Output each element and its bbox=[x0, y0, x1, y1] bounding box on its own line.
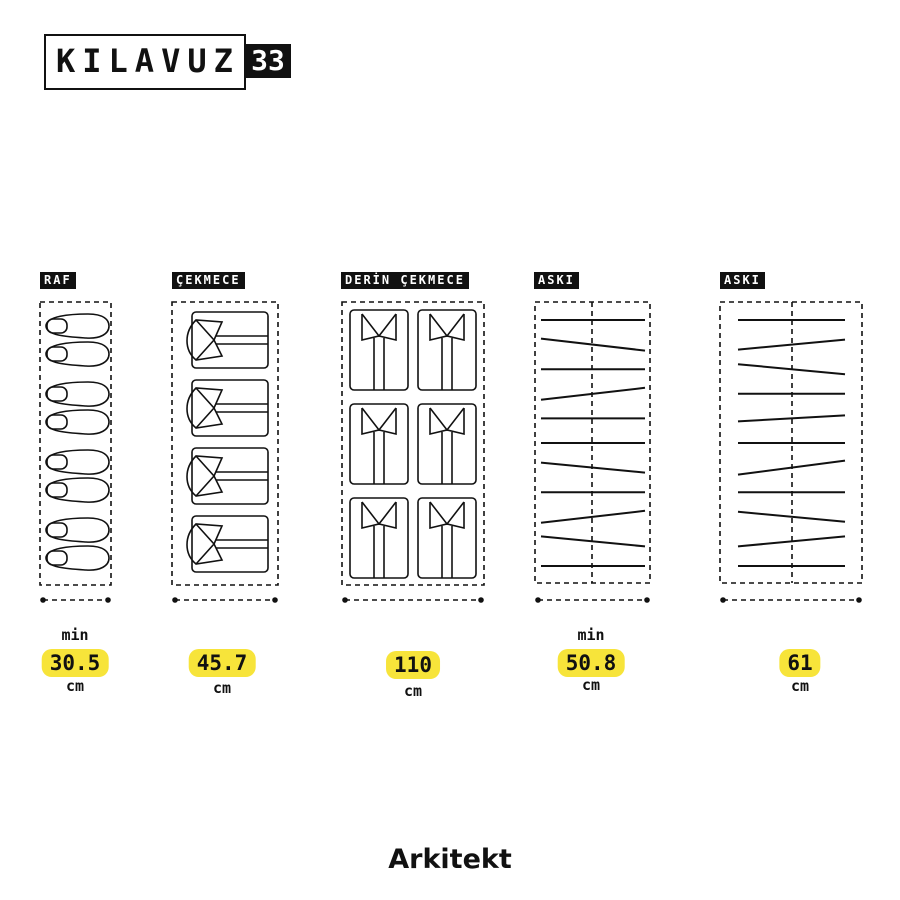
shirt-collar-icon bbox=[430, 314, 464, 336]
dimension-end-dot bbox=[857, 598, 861, 602]
hanger-line bbox=[541, 511, 645, 523]
shirt-collar-icon bbox=[196, 320, 214, 360]
label-raf: RAF bbox=[40, 272, 76, 289]
label-aski-1: ASKI bbox=[534, 272, 579, 289]
unit-aski-1: cm bbox=[581, 676, 601, 694]
folded-shirt-icon bbox=[350, 498, 408, 578]
unit-raf: cm bbox=[65, 677, 85, 695]
shirt-collar-icon bbox=[196, 524, 214, 564]
shoe-icon bbox=[46, 382, 109, 406]
folded-shirt-icon bbox=[418, 498, 476, 578]
shoe-icon bbox=[46, 478, 109, 502]
shirt-collar-icon bbox=[430, 502, 464, 524]
shoe-heel-icon bbox=[47, 551, 67, 565]
dimension-end-dot bbox=[343, 598, 347, 602]
shoe-icon bbox=[46, 410, 109, 434]
shoe-icon bbox=[46, 450, 109, 474]
value-aski-2: 61 bbox=[779, 649, 820, 677]
dimension-end-dot bbox=[273, 598, 277, 602]
hanger-line bbox=[738, 461, 845, 475]
unit-derin-cekmece: cm bbox=[403, 682, 423, 700]
hanger-line bbox=[541, 536, 645, 546]
folded-shirt-icon bbox=[350, 404, 408, 484]
shoe-icon bbox=[46, 342, 109, 366]
shoe-icon bbox=[46, 314, 109, 338]
shoe-icon bbox=[46, 518, 109, 542]
dimension-end-dot bbox=[645, 598, 649, 602]
dashed-frame bbox=[40, 302, 111, 585]
shirt-collar-icon bbox=[196, 456, 214, 496]
dashed-frame bbox=[342, 302, 484, 585]
brand-logo: Arkitekt bbox=[388, 844, 512, 875]
dimension-end-dot bbox=[173, 598, 177, 602]
shirt-collar-icon bbox=[362, 408, 396, 430]
shirt-collar-icon bbox=[362, 314, 396, 336]
hanger-line bbox=[541, 388, 645, 400]
unit-cekmece: cm bbox=[212, 679, 232, 697]
folded-shirt-icon bbox=[418, 310, 476, 390]
shoe-heel-icon bbox=[47, 483, 67, 497]
label-derin-cekmece: DERİN ÇEKMECE bbox=[341, 272, 469, 289]
dimension-end-dot bbox=[106, 598, 110, 602]
shirt-collar-icon bbox=[362, 502, 396, 524]
hanger-line bbox=[541, 463, 645, 473]
shoe-heel-icon bbox=[47, 523, 67, 537]
folded-shirt-icon bbox=[350, 310, 408, 390]
min-label-aski: min bbox=[577, 626, 605, 644]
value-aski-1: 50.8 bbox=[558, 649, 625, 677]
shoe-heel-icon bbox=[47, 415, 67, 429]
dimension-end-dot bbox=[41, 598, 45, 602]
shoe-heel-icon bbox=[47, 387, 67, 401]
value-derin-cekmece: 110 bbox=[386, 651, 440, 679]
shoe-heel-icon bbox=[47, 347, 67, 361]
shirt-collar-icon bbox=[430, 408, 464, 430]
shoe-icon bbox=[46, 546, 109, 570]
shirt-collar-icon bbox=[196, 388, 214, 428]
value-raf: 30.5 bbox=[42, 649, 109, 677]
label-aski-2: ASKI bbox=[720, 272, 765, 289]
label-cekmece: ÇEKMECE bbox=[172, 272, 245, 289]
dimension-end-dot bbox=[721, 598, 725, 602]
dimension-end-dot bbox=[479, 598, 483, 602]
hanger-line bbox=[541, 339, 645, 351]
folded-shirt-icon bbox=[418, 404, 476, 484]
logo-text: KILAVUZ bbox=[56, 42, 240, 80]
shoe-heel-icon bbox=[47, 455, 67, 469]
unit-aski-2: cm bbox=[790, 677, 810, 695]
min-label-raf: min bbox=[61, 626, 89, 644]
shoe-heel-icon bbox=[47, 319, 67, 333]
logo-number: 33 bbox=[245, 44, 291, 78]
value-cekmece: 45.7 bbox=[189, 649, 256, 677]
dimension-end-dot bbox=[536, 598, 540, 602]
